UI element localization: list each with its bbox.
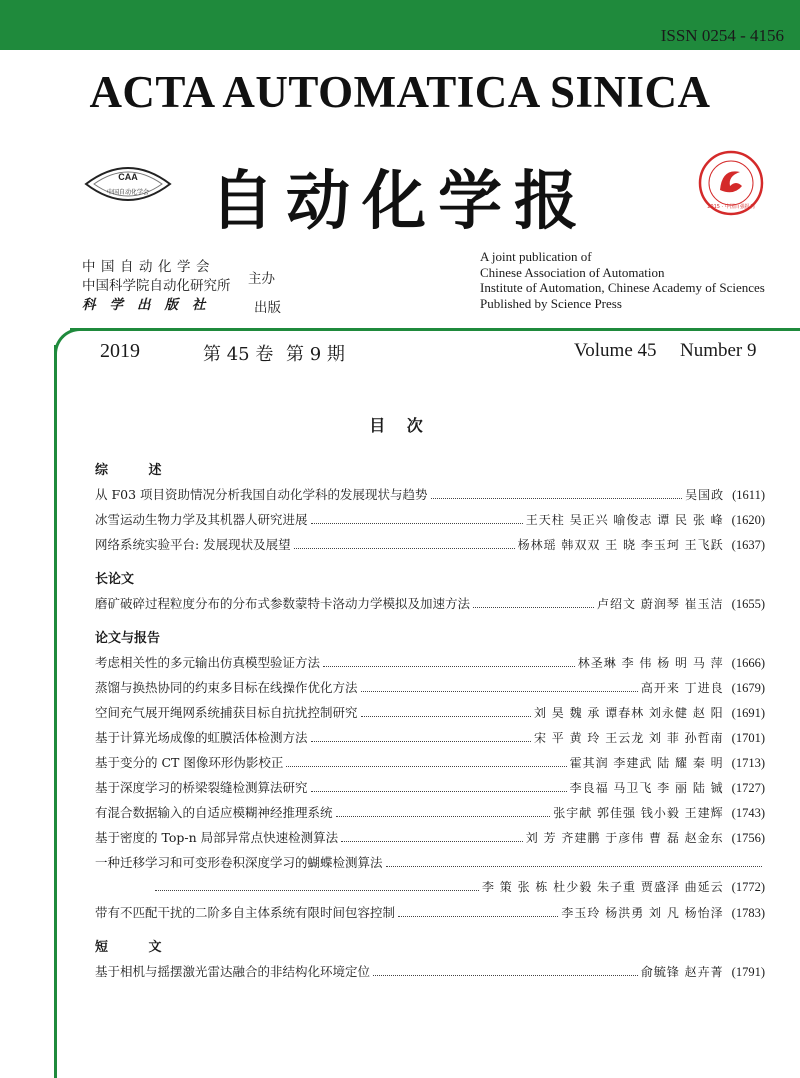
publication-line: Published by Science Press — [480, 295, 622, 311]
leader-dots — [155, 882, 479, 891]
toc-title: 目 次 — [369, 416, 431, 435]
entry-title: 考虑相关性的多元输出仿真模型验证方法 — [95, 655, 321, 670]
leader-dots — [361, 708, 531, 717]
entry-page: (1772) — [731, 880, 765, 894]
entry-authors: 俞毓锋 赵卉菁 — [640, 965, 724, 979]
leader-dots — [473, 599, 594, 608]
entry-authors: 霍其润 李建武 陆 耀 秦 明 — [569, 756, 724, 770]
issue-volume-en: Volume 45 — [574, 340, 657, 361]
entry-page: (1637) — [731, 538, 765, 552]
entry-page: (1791) — [731, 965, 765, 979]
section-gap — [95, 925, 765, 937]
leader-dots — [311, 733, 531, 742]
toc-entry[interactable] — [95, 532, 765, 557]
entry-title: 基于相机与摇摆激光雷达融合的非结构化环境定位 — [95, 964, 371, 979]
leader-dots — [341, 833, 523, 842]
entry-title: 有混合数据输入的自适应模糊神经推理系统 — [95, 805, 333, 820]
toc-entry[interactable] — [95, 959, 765, 984]
leader-dots — [431, 490, 683, 499]
entry-title: 基于计算光场成像的虹膜活体检测方法 — [95, 730, 308, 745]
leader-dots — [398, 908, 558, 917]
toc-entry[interactable] — [95, 591, 765, 616]
leader-dots — [373, 967, 638, 976]
publication-line: Institute of Automation, Chinese Academy of Sciences — [480, 280, 765, 295]
toc-entry[interactable] — [95, 675, 765, 700]
section-gap — [95, 557, 765, 569]
publication-line: Chinese Association of Automation — [480, 264, 665, 280]
entry-page: (1756) — [731, 831, 765, 845]
entry-authors: 刘 昊 魏 承 谭春林 刘永健 赵 阳 — [533, 706, 724, 720]
frame-corner — [54, 328, 84, 358]
toc-entry[interactable] — [95, 775, 765, 800]
toc-entry[interactable] — [95, 482, 765, 507]
entry-title: 蒸馏与换热协同的约束多目标在线操作优化方法 — [95, 680, 358, 695]
issue-volume-zh: 第 45 卷 — [203, 344, 274, 365]
entry-page: (1727) — [731, 781, 765, 795]
caa-logo-subtext: 中国自动化学会 — [106, 189, 150, 196]
issue-number-en: Number 9 — [680, 340, 757, 361]
frame-left-rule — [54, 345, 57, 1078]
sponsor-org: 中国科学院自动化研究所 — [82, 278, 231, 294]
frame-top-rule — [70, 328, 800, 331]
quality-seal-icon — [698, 150, 764, 216]
seal-text: 2015 · 中国百强报刊 — [707, 204, 755, 210]
toc-entry[interactable] — [95, 700, 765, 725]
entry-page: (1691) — [731, 706, 765, 720]
toc-entry[interactable] — [95, 900, 765, 925]
section-heading: 综 述 — [95, 463, 180, 478]
toc-entry[interactable] — [95, 507, 765, 532]
entry-title: 一种迁移学习和可变形卷积深度学习的蝴蝶检测算法 — [95, 855, 383, 870]
section-heading: 长论文 — [95, 572, 135, 587]
publisher-role-label: 出版 — [254, 300, 281, 316]
entry-title: 网络系统实验平台: 发展现状及展望 — [95, 537, 291, 552]
leader-dots — [311, 515, 523, 524]
entry-authors: 杨林瑶 韩双双 王 晓 李玉珂 王飞跃 — [517, 538, 724, 552]
entry-authors: 刘 芳 齐建鹏 于彦伟 曹 磊 赵金东 — [525, 831, 724, 845]
entry-title: 冰雪运动生物力学及其机器人研究进展 — [95, 512, 308, 527]
entry-page: (1611) — [732, 488, 765, 502]
entry-page: (1620) — [731, 513, 765, 527]
entry-page: (1666) — [731, 656, 765, 670]
entry-authors: 吴国政 — [685, 488, 725, 502]
leader-dots — [386, 858, 762, 867]
leader-dots — [286, 758, 566, 767]
toc-entry[interactable] — [95, 750, 765, 775]
entry-authors: 宋 平 黄 玲 王云龙 刘 菲 孙哲南 — [533, 731, 724, 745]
publisher-org: 科学出版社 — [82, 297, 220, 313]
entry-title: 基于深度学习的桥梁裂缝检测算法研究 — [95, 780, 308, 795]
sponsor-role-label: 主办 — [248, 271, 275, 287]
entry-page: (1701) — [731, 731, 765, 745]
entry-page: (1743) — [731, 806, 765, 820]
entry-title: 带有不匹配干扰的二阶多自主体系统有限时间包容控制 — [95, 905, 396, 920]
entry-authors: 李玉玲 杨洪勇 刘 凡 杨怡泽 — [561, 906, 724, 920]
section-heading: 论文与报告 — [95, 631, 161, 646]
entry-title: 空间充气展开绳网系统捕获目标自抗扰控制研究 — [95, 705, 358, 720]
entry-authors: 李良福 马卫飞 李 丽 陆 铖 — [569, 781, 724, 795]
entry-authors: 张宇献 郭佳强 钱小毅 王建辉 — [553, 806, 724, 820]
journal-title-chinese: 自动化学报 — [210, 165, 590, 239]
entry-title: 磨矿破碎过程粒度分布的分布式参数蒙特卡洛动力学模拟及加速方法 — [95, 596, 471, 611]
issue-year: 2019 — [100, 340, 140, 362]
leader-dots — [294, 540, 515, 549]
entry-title: 基于密度的 Top-n 局部异常点快速检测算法 — [95, 830, 339, 845]
entry-authors: 卢绍文 蔚润琴 崔玉洁 — [597, 597, 724, 611]
section-gap — [95, 616, 765, 628]
sponsor-list — [82, 258, 231, 315]
entry-page: (1713) — [731, 756, 765, 770]
toc-entry[interactable] — [95, 725, 765, 750]
issn-label: ISSN 0254 - 4156 — [660, 26, 784, 45]
leader-dots — [361, 683, 638, 692]
toc-entry[interactable] — [95, 800, 765, 825]
toc-entry-continuation[interactable] — [95, 875, 765, 900]
leader-dots — [311, 783, 567, 792]
entry-authors: 王天柱 吴正兴 喻俊志 谭 民 张 峰 — [525, 513, 724, 527]
caa-logo-text: CAA — [118, 172, 138, 182]
issue-number-zh: 第 9 期 — [286, 344, 345, 365]
table-of-contents — [95, 460, 765, 984]
entry-authors: 林圣琳 李 伟 杨 明 马 萍 — [577, 656, 724, 670]
entry-authors: 李 策 张 栋 杜少毅 朱子重 贾盛泽 曲延云 — [481, 880, 724, 894]
toc-entry[interactable] — [95, 850, 765, 875]
english-publication-info — [480, 249, 765, 311]
publication-line: A joint publication of — [480, 249, 592, 264]
sponsor-org: 中国自动化学会 — [82, 259, 215, 275]
entry-authors: 高开来 丁进良 — [640, 681, 724, 695]
journal-title-english: ACTA AUTOMATICA SINICA — [89, 67, 711, 117]
entry-title: 基于变分的 CT 图像环形伪影校正 — [95, 755, 284, 770]
entry-page: (1783) — [731, 906, 765, 920]
leader-dots — [323, 658, 575, 667]
entry-page: (1679) — [731, 681, 765, 695]
entry-title: 从 F03 项目资助情况分析我国自动化学科的发展现状与趋势 — [95, 487, 428, 502]
toc-entry[interactable] — [95, 650, 765, 675]
toc-entry[interactable] — [95, 825, 765, 850]
section-heading: 短 文 — [95, 940, 180, 955]
leader-dots — [336, 808, 551, 817]
entry-page: (1655) — [731, 597, 765, 611]
